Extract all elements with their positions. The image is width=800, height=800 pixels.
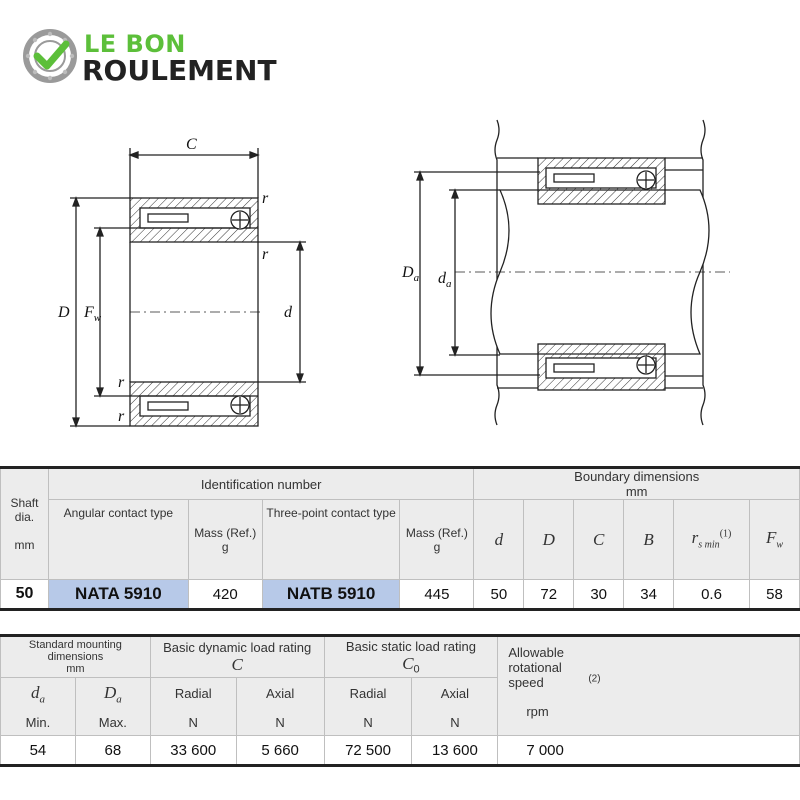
mount-header: Standard mounting dimensions mm — [1, 636, 151, 678]
max-label: Max. — [75, 710, 150, 736]
value-B: 34 — [624, 580, 674, 610]
dim-label-Fw: $F_w$ — [84, 304, 102, 325]
value-D: 72 — [524, 580, 574, 610]
dim-label-Da: $D_a$ — [402, 264, 420, 285]
value-r: 0.6 — [674, 580, 750, 610]
spec-table-2 — [0, 634, 800, 767]
brand-logo — [22, 26, 302, 88]
spec-table-1 — [0, 466, 800, 611]
col-r: $r_{s min}^{(1)}$ — [674, 500, 750, 580]
value-Fw: 58 — [749, 580, 799, 610]
dim-label-r1: r — [262, 190, 269, 207]
dim-label-C: C — [186, 136, 197, 153]
mass-label-2: Mass (Ref.) g — [400, 500, 474, 580]
logo-line1: LE BON — [84, 30, 186, 58]
unit-N-1: N — [150, 710, 236, 736]
mass-label-1: Mass (Ref.) g — [188, 500, 262, 580]
value-dyn-radial: 33 600 — [150, 736, 236, 766]
value-stat-axial: 13 600 — [412, 736, 498, 766]
shaft-value: 50 — [1, 580, 49, 610]
value-stat-radial: 72 500 — [324, 736, 412, 766]
value-C: 30 — [574, 580, 624, 610]
col-Da: $D_a$ — [75, 678, 150, 710]
unit-N-2: N — [236, 710, 324, 736]
logo-line2: ROULEMENT — [82, 54, 277, 87]
dim-label-D: D — [58, 304, 70, 321]
col-d: d — [474, 500, 524, 580]
static-header: Basic static load rating $C_0$ — [324, 636, 498, 678]
value-da: 54 — [1, 736, 76, 766]
col-stat-axial: Axial — [412, 678, 498, 710]
col-dyn-radial: Radial — [150, 678, 236, 710]
speed-header: Allowable rotational speed $^{(2)}$ rpm — [498, 636, 800, 736]
threepoint-label: Three-point contact type — [262, 500, 400, 580]
bearing-check-icon — [22, 28, 78, 84]
dyn-header: Basic dynamic load rating C — [150, 636, 324, 678]
angular-label: Angular contact type — [48, 500, 188, 580]
threepoint-part-number: NATB 5910 — [262, 580, 400, 610]
value-Da: 68 — [75, 736, 150, 766]
dim-label-d: d — [284, 304, 292, 321]
col-da: $d_a$ — [1, 678, 76, 710]
dim-label-r4: r — [118, 408, 125, 425]
dim-label-r3: r — [118, 374, 125, 391]
unit-N-3: N — [324, 710, 412, 736]
mass-value-1: 420 — [188, 580, 262, 610]
col-Fw: $F_w$ — [749, 500, 799, 580]
dim-label-r2: r — [262, 246, 269, 263]
bearing-drawing — [0, 100, 800, 460]
col-B: B — [624, 500, 674, 580]
col-C: C — [574, 500, 624, 580]
angular-part-number: NATA 5910 — [48, 580, 188, 610]
shaft-header: Shaft dia. mm — [1, 468, 49, 580]
dim-label-da: $d_a$ — [438, 270, 452, 291]
boundary-header: Boundary dimensions mm — [474, 468, 800, 500]
value-speed: 7 000 — [498, 736, 800, 766]
ident-header: Identification number — [48, 468, 473, 500]
bearing-cross-section — [0, 100, 800, 460]
mass-value-2: 445 — [400, 580, 474, 610]
value-d: 50 — [474, 580, 524, 610]
col-stat-radial: Radial — [324, 678, 412, 710]
value-dyn-axial: 5 660 — [236, 736, 324, 766]
col-D: D — [524, 500, 574, 580]
min-label: Min. — [1, 710, 76, 736]
col-dyn-axial: Axial — [236, 678, 324, 710]
unit-N-4: N — [412, 710, 498, 736]
